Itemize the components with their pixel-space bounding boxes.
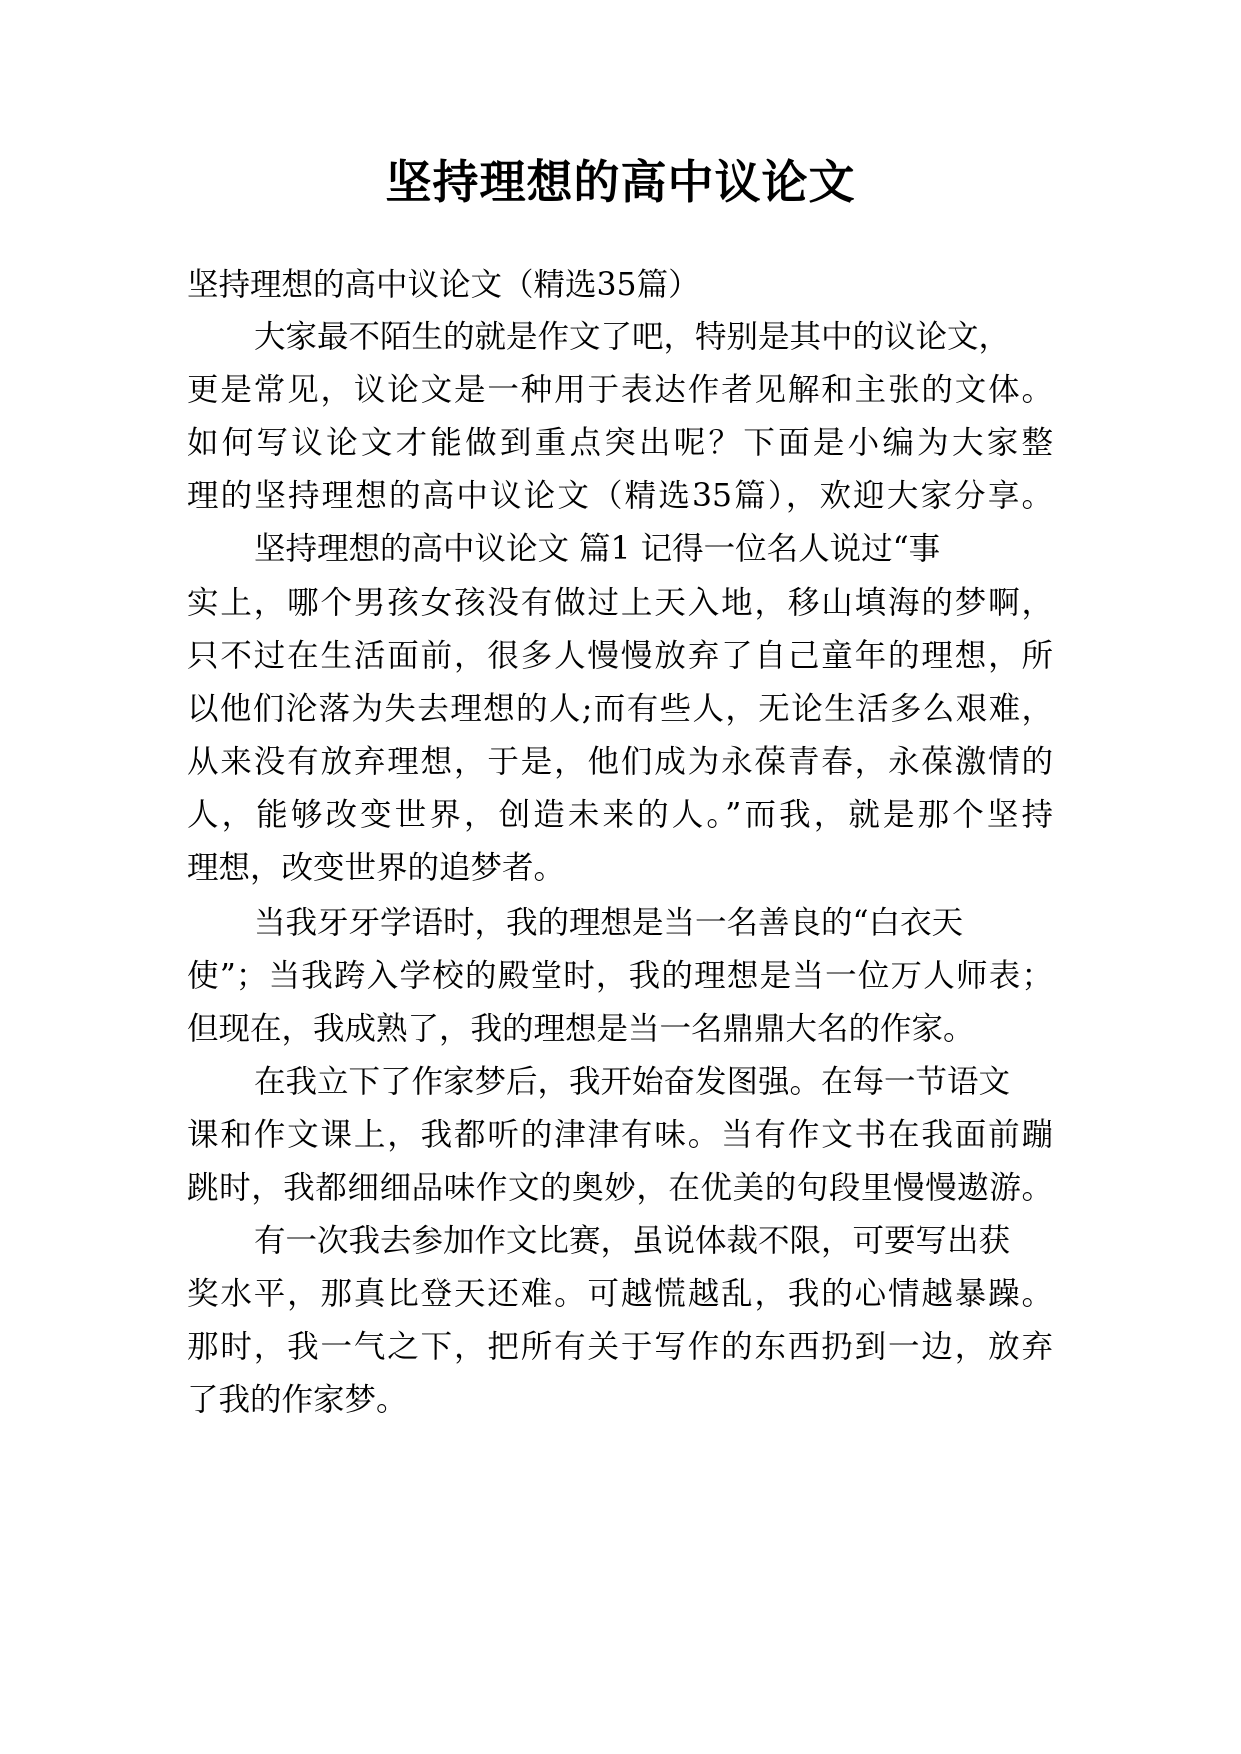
- text-line: 人，能够改变世界，创造未来的人。”而我，就是那个坚持: [187, 797, 1053, 833]
- text-line: 理的坚持理想的高中议论文（精选35篇），欢迎大家分享。: [187, 478, 1053, 514]
- subtitle-line: 坚持理想的高中议论文（精选35篇）: [187, 267, 700, 303]
- text-line: 实上，哪个男孩女孩没有做过上天入地，移山填海的梦啊，: [187, 585, 1053, 621]
- text-line: 坚持理想的高中议论文 篇1 记得一位名人说过“事: [254, 531, 941, 567]
- text-line: 更是常见，议论文是一种用于表达作者见解和主张的文体。: [187, 372, 1053, 408]
- text-line: 奖水平，那真比登天还难。可越慌越乱，我的心情越暴躁。: [187, 1276, 1053, 1312]
- text-line: 只不过在生活面前，很多人慢慢放弃了自己童年的理想，所: [187, 638, 1053, 674]
- text-line: 但现在，我成熟了，我的理想是当一名鼎鼎大名的作家。: [187, 1011, 975, 1047]
- text-line: 在我立下了作家梦后，我开始奋发图强。在每一节语文: [254, 1064, 1011, 1100]
- text-line: 以他们沦落为失去理想的人;而有些人，无论生活多么艰难，: [187, 691, 1053, 727]
- text-line: 课和作文课上，我都听的津津有味。当有作文书在我面前蹦: [187, 1117, 1053, 1153]
- text-line: 如何写议论文才能做到重点突出呢？下面是小编为大家整: [187, 425, 1053, 461]
- text-line: 那时，我一气之下，把所有关于写作的东西扔到一边，放弃: [187, 1329, 1053, 1365]
- document-title: 坚持理想的高中议论文: [385, 155, 856, 209]
- text-line: 有一次我去参加作文比赛，虽说体裁不限，可要写出获: [254, 1223, 1011, 1259]
- text-line: 当我牙牙学语时，我的理想是当一名善良的“白衣天: [254, 905, 964, 941]
- text-line: 了我的作家梦。: [187, 1382, 408, 1418]
- text-line: 跳时，我都细细品味作文的奥妙，在优美的句段里慢慢遨游。: [187, 1170, 1053, 1206]
- text-line: 大家最不陌生的就是作文了吧，特别是其中的议论文，: [254, 319, 1011, 355]
- text-line: 理想，改变世界的追梦者。: [187, 850, 566, 886]
- text-line: 使”；当我跨入学校的殿堂时，我的理想是当一位万人师表；: [187, 958, 1053, 994]
- text-line: 从来没有放弃理想，于是，他们成为永葆青春，永葆激情的: [187, 744, 1053, 780]
